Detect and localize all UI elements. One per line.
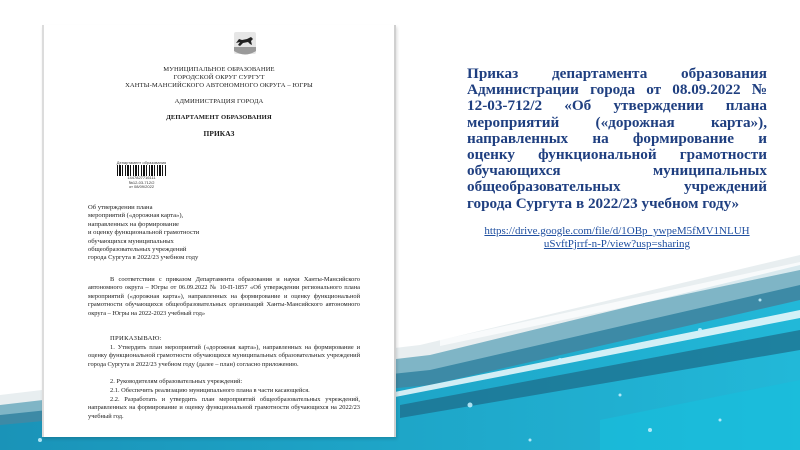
order-item-2-2 (88, 396, 360, 421)
order-item-2 (88, 378, 360, 386)
subject-line: Об утверждении плана (88, 204, 153, 211)
document-type: ПРИКАЗ (203, 129, 235, 138)
order-item-text: 2.2. Разработать и утвердить план мероприятий общеобразовательных учреждений, направленных на формирование и оценку функциональной грамотности обучающихся на 2022/23 учебный год. (88, 396, 360, 420)
header-department: ДЕПАРТАМЕНТ ОБРАЗОВАНИЯ (166, 114, 272, 121)
title-line: мероприятий («дорожная карта»), (467, 113, 767, 131)
subject-line: обучающихся муниципальных (88, 237, 174, 245)
document-subject (88, 204, 199, 263)
registration-date: от 08/09/2022 (128, 184, 155, 190)
preamble-paragraph (88, 276, 360, 318)
link-line[interactable]: uSvftPjrrf-n-P/view?usp=sharing (543, 237, 691, 250)
header-administration: АДМИНИСТРАЦИЯ ГОРОДА (174, 98, 264, 105)
coat-of-arms-icon (233, 31, 257, 57)
subject-line: и оценку функциональной грамотности (88, 229, 200, 237)
preamble-text: В соответствии с приказом Департамента образования и науки Ханты-Мансийского автономного округа – Югры от 06.09.2022 № 10-П-1857 «Об утверждении регионального плана мероприятий («дорожная карта»), направленных на формирование и оценку функциональной грамотности обучающихся общеобразовательных организаций Ханты-Мансийского автономного округа – Югры на 2022-2023 учебный год» (88, 276, 360, 317)
title-line: общеобразовательных учреждений (467, 178, 767, 196)
title-line: города Сургута в 2022/23 учебном году» (467, 194, 740, 212)
order-document-scan (42, 25, 396, 437)
header-region: ХАНТЫ-МАНСИЙСКОГО АВТОНОМНОГО ОКРУГА – ЮГРЫ (125, 82, 313, 89)
google-drive-link[interactable] (467, 225, 767, 251)
title-line: обучающихся муниципальных (467, 162, 767, 180)
title-line: направленных на формирование и (467, 129, 767, 147)
subject-line: общеобразовательных учреждений (88, 246, 187, 254)
order-item-text: 2.1. Обеспечить реализацию муниципального плана в части касающейся. (110, 387, 310, 394)
title-line: 12-03-712/2 «Об утверждении плана (467, 97, 767, 115)
registration-number: №12-03-712/2 (128, 179, 155, 185)
registration-stamp (104, 160, 179, 196)
stamp-title: Департамент образования (116, 160, 167, 165)
order-item-text: 1. Утвердить план мероприятий («дорожная карта»), направленных на формирование и оценку функциональной грамотности обучающихся муниципальных образовательных учреждений города Сургута в 2022/23 учебном году (далее – план) согласно приложению. (88, 344, 360, 368)
subject-line: мероприятий («дорожная карта»), (88, 212, 184, 220)
slide-caption-panel (467, 66, 767, 251)
order-item-1 (88, 344, 360, 369)
order-item-text: 2. Руководителям образовательных учреждений: (110, 378, 243, 385)
order-heading: ПРИКАЗЫВАЮ: (110, 335, 162, 342)
header-city-district: ГОРОДСКОЙ ОКРУГ СУРГУТ (173, 74, 265, 81)
subject-line: направленных на формирование (88, 220, 179, 228)
link-line[interactable]: https://drive.google.com/file/d/1OBp_ywpeM5fMV1NLUH (484, 224, 750, 237)
title-line: Приказ департамента образования (467, 65, 767, 82)
slide-title (467, 66, 767, 212)
barcode-number: 1447827716111 (127, 175, 156, 180)
title-line: Администрации города от 08.09.2022 № (467, 81, 767, 99)
header-municipality: МУНИЦИПАЛЬНОЕ ОБРАЗОВАНИЕ (163, 66, 275, 73)
subject-line: города Сургута в 2022/23 учебном году (88, 254, 199, 262)
title-line: оценку функциональной грамотности (467, 146, 767, 164)
order-item-2-1 (88, 387, 360, 395)
